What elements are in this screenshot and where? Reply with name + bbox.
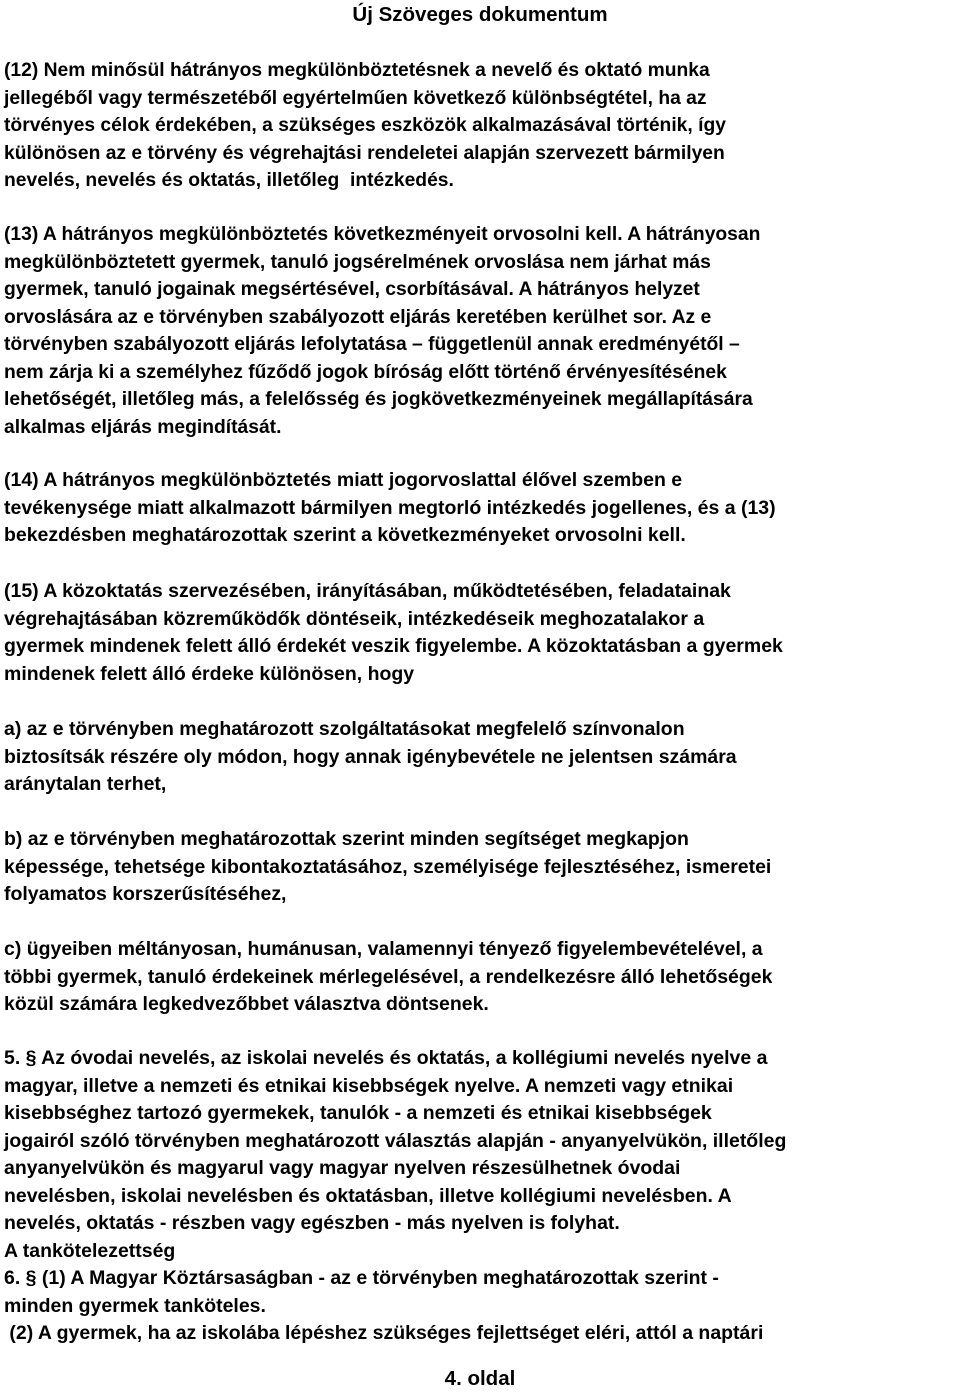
text-line: (14) A hátrányos megkülönböztetés miatt jogorvoslattal élővel szemben e <box>4 469 683 491</box>
text-line: jogairól szóló törvényben meghatározott választás alapján - anyanyelvükön, illetőleg <box>4 1129 787 1152</box>
text-line: képessége, tehetsége kibontakoztatásához, személyisége fejlesztéséhez, ismeretei <box>4 855 772 878</box>
paragraph-12 <box>4 57 960 195</box>
paragraph-13 <box>4 221 960 441</box>
paragraph-15 <box>4 578 960 688</box>
text-line: (12) Nem minősül hátrányos megkülönböztetésnek a nevelő és oktató munka <box>4 59 710 81</box>
text-line: mindenek felett álló érdeke különösen, hogy <box>4 662 415 685</box>
text-line: a) az e törvényben meghatározott szolgáltatásokat megfelelő színvonalon <box>4 718 685 740</box>
paragraph-b <box>4 826 960 909</box>
text-line: bekezdésben meghatározottak szerint a következményeket orvosolni kell. <box>4 524 686 546</box>
text-line: A tankötelezettség <box>4 1239 176 1262</box>
text-line: lehetőségét, illetőleg más, a felelősség és jogkövetkezményeinek megállapítására <box>4 388 753 410</box>
text-line: (13) A hátrányos megkülönböztetés következményeit orvosolni kell. A hátrányosan <box>4 223 761 245</box>
text-line: (2) A gyermek, ha az iskolába lépéshez szükséges fejlettséget eléri, attól a naptári <box>4 1322 764 1344</box>
text-line: törvényes célok érdekében, a szükséges eszközök alkalmazásával történik, így <box>4 114 726 136</box>
text-line: 5. § Az óvodai nevelés, az iskolai nevelés és oktatás, a kollégiumi nevelés nyelve a <box>4 1047 768 1069</box>
text-line: gyermek mindenek felett álló érdekét veszik figyelembe. A közoktatásban a gyermek <box>4 635 783 657</box>
text-line: folyamatos korszerűsítéséhez, <box>4 883 287 905</box>
text-line: biztosítsák részére oly módon, hogy annak igénybevétele ne jelentsen számára <box>4 745 737 768</box>
text-line: jellegéből vagy természetéből egyértelműen következő különbségtétel, ha az <box>4 86 707 109</box>
page-number: 4. oldal <box>444 1367 516 1390</box>
text-line: többi gyermek, tanuló érdekeinek mérlegelésével, a rendelkezésre álló lehetőségek <box>4 965 773 988</box>
text-line: orvoslására az e törvényben szabályozott eljárás keretében kerülhet sor. Az e <box>4 305 712 328</box>
text-line: 6. § (1) A Magyar Köztársaságban - az e törvényben meghatározottak szerint - <box>4 1267 719 1289</box>
text-line: minden gyermek tanköteles. <box>4 1294 266 1317</box>
paragraph-c <box>4 936 960 1019</box>
text-line: kisebbséghez tartozó gyermekek, tanulók - a nemzeti és etnikai kisebbségek <box>4 1102 712 1124</box>
text-line: nevelés, nevelés és oktatás, illetőleg intézkedés. <box>4 169 454 191</box>
document-title: Új Szöveges dokumentum <box>352 3 608 26</box>
text-line: végrehajtásában közreműködők döntéseik, intézkedéseik meghozatalakor a <box>4 607 705 630</box>
text-line: gyermek, tanuló jogainak megsértésével, csorbításával. A hátrányos helyzet <box>4 278 700 300</box>
text-line: magyar, illetve a nemzeti és etnikai kisebbségek nyelve. A nemzeti vagy etnikai <box>4 1074 734 1097</box>
text-line: c) ügyeiben méltányosan, humánusan, valamennyi tényező figyelembevételével, a <box>4 938 763 960</box>
text-line: b) az e törvényben meghatározottak szerint minden segítséget megkapjon <box>4 828 689 850</box>
text-line: törvényben szabályozott eljárás lefolytatása – függetlenül annak eredményétől – <box>4 333 740 355</box>
text-line: közül számára legkedvezőbbet választva döntsenek. <box>4 993 489 1015</box>
text-line: (15) A közoktatás szervezésében, irányításában, működtetésében, feladatainak <box>4 580 731 602</box>
paragraph-a <box>4 716 960 799</box>
paragraph-5-6 <box>4 1045 960 1348</box>
text-line: nevelésben, iskolai nevelésben és oktatásban, illetve kollégiumi nevelésben. A <box>4 1184 732 1207</box>
text-line: nevelés, oktatás - részben vagy egészben - más nyelven is folyhat. <box>4 1212 620 1234</box>
text-line: aránytalan terhet, <box>4 773 167 795</box>
text-line: alkalmas eljárás megindítását. <box>4 415 282 438</box>
text-line: anyanyelvükön és magyarul vagy magyar nyelven részesülhetnek óvodai <box>4 1157 681 1179</box>
paragraph-14 <box>4 467 960 550</box>
text-line: tevékenysége miatt alkalmazott bármilyen megtorló intézkedés jogellenes, és a (13) <box>4 496 776 519</box>
text-line: különösen az e törvény és végrehajtási rendeletei alapján szervezett bármilyen <box>4 141 725 164</box>
text-line: megkülönböztetett gyermek, tanuló jogsérelmének orvoslása nem járhat más <box>4 250 711 273</box>
text-line: nem zárja ki a személyhez fűződő jogok bíróság előtt történő érvényesítésének <box>4 360 727 383</box>
